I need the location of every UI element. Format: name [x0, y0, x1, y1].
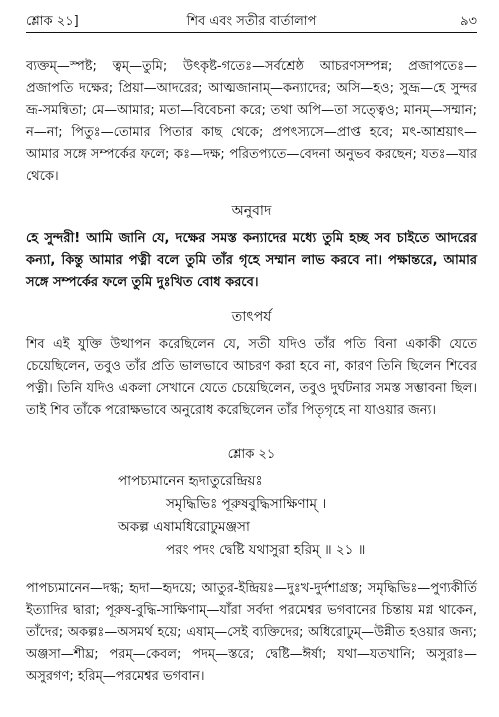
chapter-title: শিব এবং সতীর বার্তালাপ [186, 14, 317, 29]
verse-line: পরং পদং দ্বেষ্টি যথাসুরা হরিম্ ॥ ২১ ॥ [166, 542, 366, 558]
verse-block [26, 470, 477, 562]
translation-heading: অনুবাদ [231, 203, 272, 219]
translation-text: হে সুন্দরী! আমি জানি যে, দক্ষের সমস্ত কন্যাদের মধ্যে তুমি হচ্ছ সব চাইতে আদরের কন্যা, কিন্তু আমার পত্নী বলে তুমি তাঁর গৃহে সম্মান লাভ করবে না। পক্ষান্তরে, আমার সঙ্গে সম্পর্কের ফলে তুমি দুঃখিত বোধ করবে। [26, 231, 477, 290]
page-number: ৯৩ [460, 14, 477, 29]
verse-line: পাপচ্যমানেন হৃদাতুরেন্দ্রিয়ঃ [118, 473, 263, 489]
verse-reference: শ্লোক ২১] [26, 14, 79, 29]
page-body [26, 56, 477, 688]
synonyms-top: ব্যক্তম্—স্পষ্ট; ত্বম্—তুমি; উৎকৃষ্ট-গতেঃ—সর্বশ্রেষ্ঠ আচরণসম্পন্ন; প্রজাপতেঃ—প্রজাপতি দক্ষের; প্রিয়া—আদরের; আত্মজানাম্—কন্যাদের; অসি—হও; সুভ্রূ—হে সুন্দর ভ্রূ-সমন্বিতা; মে—আমার; মতা—বিবেচনা করে; তথা অপি—তা সত্ত্বেও; মানম্—সম্মান; ন—না; পিতুঃ—তোমার পিতার কাছ থেকে; প্রপৎস্যসে—প্রাপ্ত হবে; মৎ-আশ্রয়াৎ—আমার সঙ্গে সম্পর্কের ফলে; কঃ—দক্ষ; পরিতপ্যতে—বেদনা অনুভব করছেন; যতঃ—যার থেকে। [26, 59, 477, 184]
verse-title: শ্লোক ২১ [227, 447, 276, 462]
purport-text: শিব এই যুক্তি উত্থাপন করেছিলেন যে, সতী যদিও তাঁর পতি বিনা একাকী যেতে চেয়েছিলেন, তবুও তাঁর প্রতি ভালভাবে আচরণ করা হবে না, কারণ তিনি ছিলেন শিবের পত্নী। তিনি যদিও একলা সেখানে যেতে চেয়েছিলেন, তবুও দুর্ঘটনার সমস্ত সম্ভাবনা ছিল। তাই শিব তাঁকে পরোক্ষভাবে অনুরোধ করেছিলেন তাঁর পিতৃগৃহে না যাওয়ার জন্য। [26, 337, 477, 418]
header-rule [26, 32, 477, 33]
page-header [26, 10, 477, 30]
synonyms-bottom: পাপচ্যমানেন—দগ্ধ; হৃদা—হৃদয়ে; আতুর-ইন্দ্রিয়ঃ—দুঃখ-দুর্দশাগ্রস্ত; সমৃদ্ধিভিঃ—পুণ্যকীর্তি ইত্যাদির দ্বারা; পূরুষ-বুদ্ধি-সাক্ষিণাম্—যাঁরা সর্বদা পরমেশ্বর ভগবানের চিন্তায় মগ্ন থাকেন, তাঁদের; অকল্পঃ—অসমর্থ হয়ে; এষাম্—সেই ব্যক্তিদের; অধিরোঢুম্—উন্নীত হওয়ার জন্য; অঞ্জসা—শীঘ্র; পরম্—কেবল; পদম্—স্তরে; দ্বেষ্টি—ঈর্ষা; যথা—যতখানি; অসুরাঃ—অসুরগণ; হরিম্—পরমেশ্বর ভগবান। [26, 581, 477, 684]
verse-line: অকল্প এষামধিরোঢুমঞ্জসা [118, 519, 250, 535]
purport-heading: তাৎপর্য [231, 309, 272, 325]
verse-line: সমৃদ্ধিভিঃ পূরুষবুদ্ধিসাক্ষিণাম্ । [166, 496, 327, 512]
